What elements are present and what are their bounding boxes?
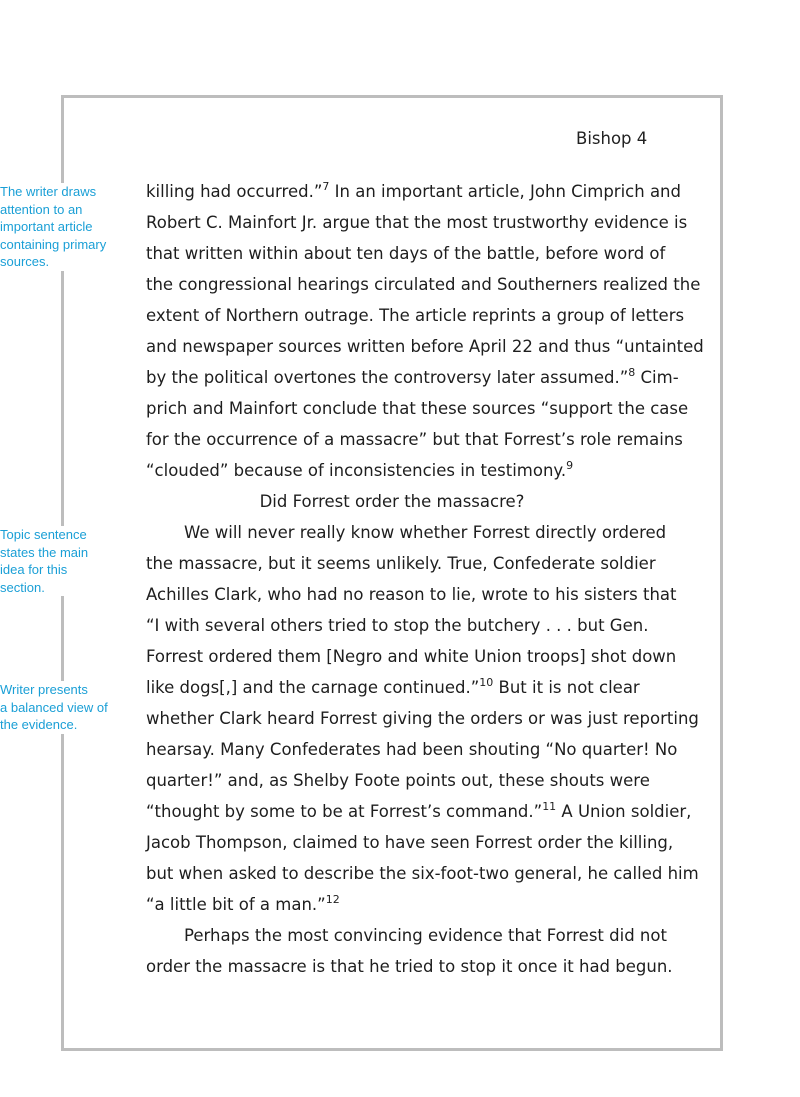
- text-run: Robert C. Mainfort Jr. argue that the most trustworthy evidence is: [146, 213, 688, 232]
- text-line: [146, 269, 701, 300]
- text-run: hearsay. Many Confederates had been shouting “No quarter! No: [146, 740, 678, 759]
- text-run: the congressional hearings circulated and Southerners realized the: [146, 275, 701, 294]
- text-run: extent of Northern outrage. The article reprints a group of letters: [146, 306, 685, 325]
- footnote-number: 9: [566, 459, 574, 472]
- text-line: [146, 393, 689, 424]
- margin-note-line: sources.: [0, 254, 50, 269]
- margin-note-topic-sentence: [0, 526, 112, 596]
- text-line: [146, 517, 666, 548]
- text-line: [146, 858, 699, 889]
- text-run: order the massacre is that he tried to stop it once it had begun.: [146, 957, 673, 976]
- text-run: prich and Mainfort conclude that these sources “support the case: [146, 399, 689, 418]
- footnote-number: 10: [479, 676, 494, 689]
- text-line: [146, 300, 685, 331]
- text-run: whether Clark heard Forrest giving the orders or was just reporting: [146, 709, 699, 728]
- text-run: Jacob Thompson, claimed to have seen Forrest order the killing,: [146, 833, 674, 852]
- footnote-number: 11: [542, 800, 557, 813]
- text-run: by the political overtones the controversy later assumed.”: [146, 368, 629, 387]
- text-run: killing had occurred.”: [146, 182, 323, 201]
- text-run: that written within about ten days of the battle, before word of: [146, 244, 666, 263]
- text-run: quarter!” and, as Shelby Foote points out, these shouts were: [146, 771, 650, 790]
- text-line: [146, 951, 673, 982]
- paragraph-1: [146, 176, 704, 486]
- text-line: [146, 734, 678, 765]
- text-line: [146, 455, 666, 486]
- text-run: “thought by some to be at Forrest’s command.”: [146, 802, 543, 821]
- section-heading: Did Forrest order the massacre?: [259, 492, 525, 511]
- margin-note-line: attention to an: [0, 201, 83, 217]
- text-line: [146, 207, 688, 238]
- margin-note-line: idea for this: [0, 562, 68, 577]
- text-run: We will never really know whether Forrest directly ordered: [184, 523, 667, 542]
- text-run: In an important article, John Cimprich and: [329, 182, 681, 201]
- footnote-number: 7: [322, 180, 330, 193]
- text-line: [146, 238, 666, 269]
- text-line: [146, 641, 677, 672]
- text-line: [146, 362, 679, 393]
- text-line: [146, 889, 666, 920]
- margin-note-article: [0, 183, 112, 271]
- margin-note-line: important article: [0, 219, 93, 234]
- margin-note-line: Writer presents: [0, 682, 88, 697]
- text-run: Forrest ordered them [Negro and white Union troops] shot down: [146, 647, 677, 666]
- text-run: Cim-: [635, 368, 679, 387]
- margin-note-line: containing primary: [0, 236, 107, 252]
- text-line: [146, 765, 666, 796]
- text-run: A Union soldier,: [556, 802, 692, 821]
- text-run: “a little bit of a man.”: [146, 895, 326, 914]
- text-run: for the occurrence of a massacre” but that Forrest’s role remains: [146, 430, 683, 449]
- margin-note-line: section.: [0, 579, 45, 595]
- paragraph-3: [146, 920, 673, 982]
- text-line: [146, 827, 674, 858]
- annotation-bracket-3: [61, 733, 64, 783]
- text-line: [146, 424, 683, 455]
- footnote-number: 12: [325, 893, 340, 906]
- text-run: the massacre, but it seems unlikely. True, Confederate soldier: [146, 554, 656, 573]
- text-run: “clouded” because of inconsistencies in testimony.: [146, 461, 567, 480]
- text-line: [146, 176, 681, 207]
- text-line: [146, 331, 704, 362]
- text-run: But it is not clear: [493, 678, 640, 697]
- margin-note-line: The writer draws: [0, 184, 97, 199]
- annotation-bracket-1: [61, 270, 64, 500]
- text-run: Achilles Clark, who had no reason to lie, wrote to his sisters that: [146, 585, 677, 604]
- running-head: Bishop 4: [576, 129, 648, 148]
- margin-note-balanced-view: [0, 681, 112, 734]
- text-line: [146, 610, 666, 641]
- text-line: [146, 703, 699, 734]
- text-run: but when asked to describe the six-foot-two general, he called him: [146, 864, 699, 883]
- margin-note-line: the evidence.: [0, 717, 78, 732]
- paragraph-2: [146, 517, 699, 920]
- footnote-number: 8: [628, 366, 636, 379]
- annotation-bracket-2: [61, 595, 64, 675]
- margin-note-line: a balanced view of: [0, 699, 108, 715]
- text-run: and newspaper sources written before April 22 and thus “untainted: [146, 337, 704, 356]
- text-run: like dogs[,] and the carnage continued.”: [146, 678, 480, 697]
- text-line: [146, 548, 666, 579]
- text-line: [146, 920, 666, 951]
- margin-note-line: Topic sentence: [0, 527, 87, 542]
- body-text: [146, 176, 704, 982]
- text-line: [146, 796, 692, 827]
- text-run: “I with several others tried to stop the butchery . . . but Gen.: [146, 616, 649, 635]
- text-line: [146, 579, 677, 610]
- text-line: [146, 672, 666, 703]
- text-run: Perhaps the most convincing evidence that Forrest did not: [184, 926, 667, 945]
- margin-note-line: states the main: [0, 544, 89, 560]
